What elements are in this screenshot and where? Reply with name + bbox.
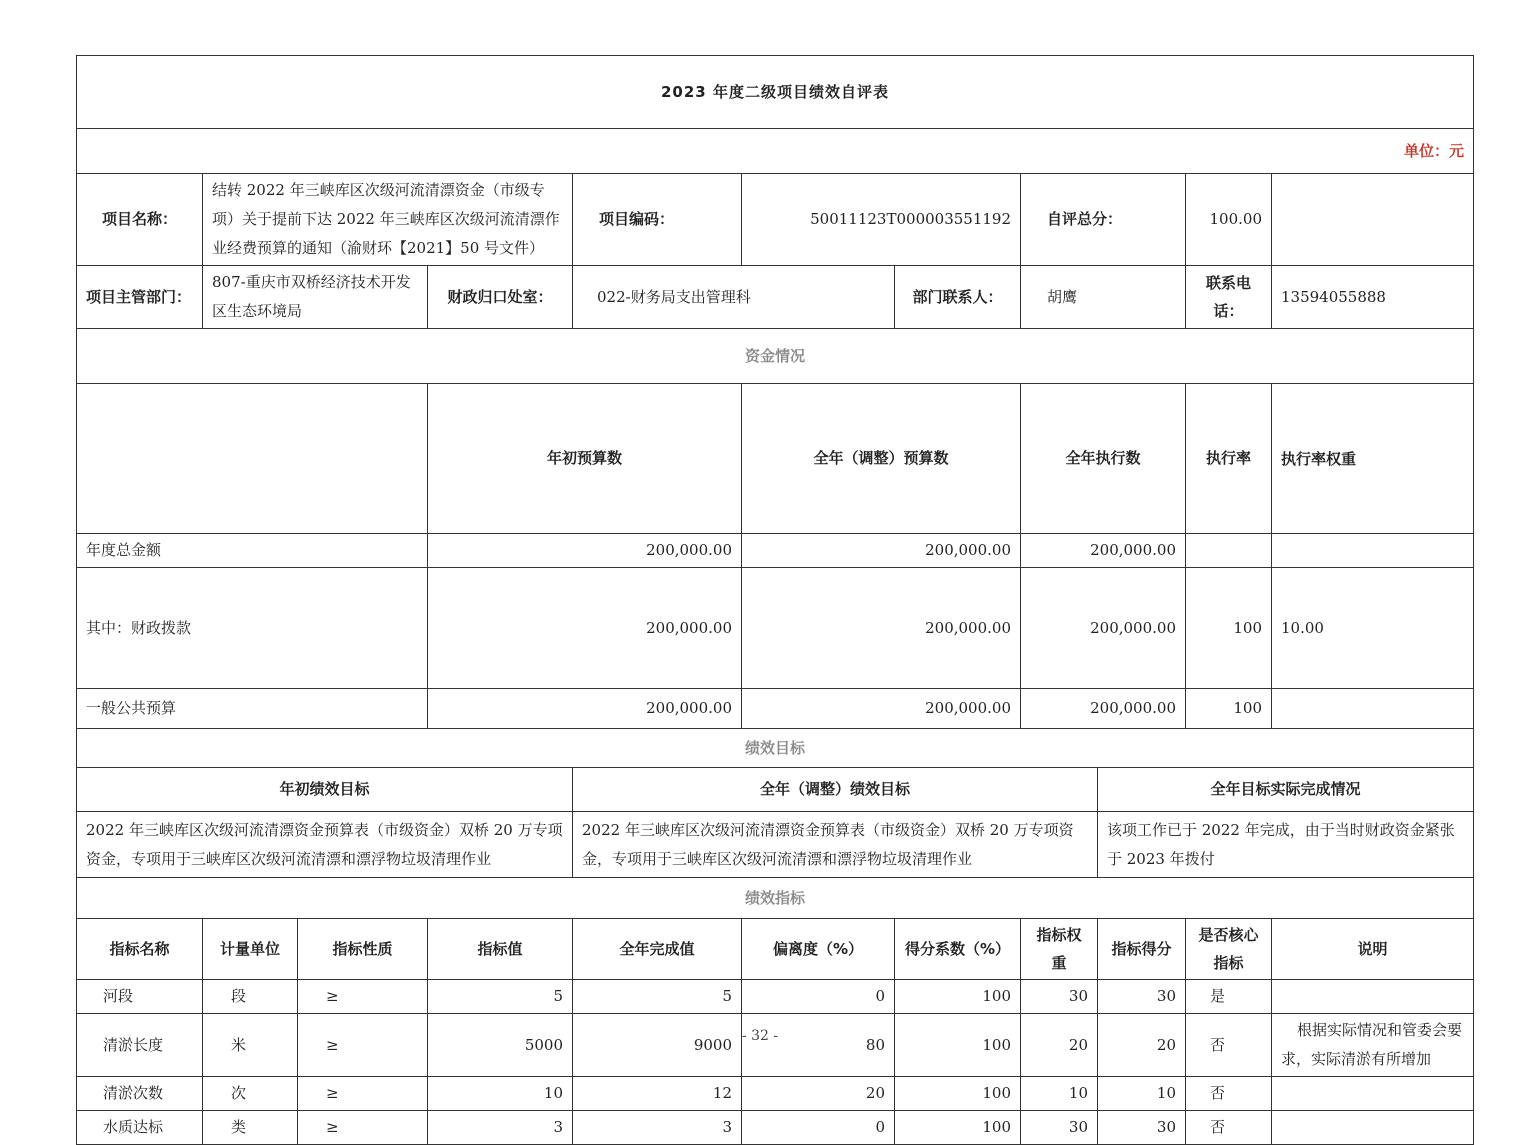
funds-cell: 其中：财政拨款 bbox=[77, 568, 428, 689]
initial-goal-text: 2022 年三峡库区次级河流清漂资金预算表（市级资金）双桥 20 万专项资金，专项用于三峡库区次级河流清漂和漂浮物垃圾清理作业 bbox=[77, 812, 573, 878]
indicator-cell: 30 bbox=[1021, 1111, 1098, 1145]
indicator-cell: 10 bbox=[428, 1077, 573, 1111]
indicator-header: 全年完成值 bbox=[573, 919, 742, 980]
indicator-header: 指标名称 bbox=[77, 919, 203, 980]
indicator-cell: 0 bbox=[742, 1111, 895, 1145]
indicator-cell: 9000 bbox=[573, 1014, 742, 1077]
funds-cell bbox=[1272, 534, 1474, 568]
adjusted-goal-text: 2022 年三峡库区次级河流清漂资金预算表（市级资金）双桥 20 万专项资金，专项用于三峡库区次级河流清漂和漂浮物垃圾清理作业 bbox=[573, 812, 1098, 878]
self-score-value: 100.00 bbox=[1186, 174, 1272, 266]
dept-value: 807-重庆市双桥经济技术开发区生态环境局 bbox=[203, 266, 428, 329]
project-code-value: 50011123T000003551192 bbox=[742, 174, 1021, 266]
unit-label: 单位：元 bbox=[77, 129, 1474, 174]
indicator-cell: 5000 bbox=[428, 1014, 573, 1077]
phone-label: 联系电话： bbox=[1186, 266, 1272, 329]
indicator-cell: 清淤次数 bbox=[77, 1077, 203, 1111]
finance-office-label: 财政归口处室： bbox=[428, 266, 573, 329]
goals-header: 年初绩效目标 bbox=[77, 768, 573, 812]
indicator-cell bbox=[1272, 1077, 1474, 1111]
indicator-row bbox=[77, 1111, 1474, 1145]
funds-cell: 200,000.00 bbox=[428, 534, 742, 568]
finance-office-value: 022-财务局支出管理科 bbox=[573, 266, 895, 329]
indicator-cell bbox=[1272, 1111, 1474, 1145]
evaluation-table bbox=[76, 55, 1474, 1145]
indicator-cell: 20 bbox=[1098, 1014, 1186, 1077]
indicator-cell: 100 bbox=[895, 980, 1021, 1014]
indicator-cell: 次 bbox=[203, 1077, 298, 1111]
indicator-cell: 类 bbox=[203, 1111, 298, 1145]
indicator-cell: ≥ bbox=[298, 1111, 428, 1145]
indicator-row bbox=[77, 1014, 1474, 1077]
indicator-cell: 3 bbox=[573, 1111, 742, 1145]
indicator-cell: 10 bbox=[1098, 1077, 1186, 1111]
funds-header: 执行率权重 bbox=[1272, 384, 1474, 534]
project-code-label: 项目编码： bbox=[573, 174, 742, 266]
indicator-header: 指标权重 bbox=[1021, 919, 1098, 980]
funds-cell: 200,000.00 bbox=[742, 568, 1021, 689]
indicator-note: 根据实际情况和管委会要求，实际清淤有所增加 bbox=[1272, 1014, 1474, 1077]
funds-cell: 200,000.00 bbox=[1021, 689, 1186, 729]
funds-cell: 10.00 bbox=[1272, 568, 1474, 689]
project-name-value: 结转 2022 年三峡库区次级河流清漂资金（市级专项）关于提前下达 2022 年三峡库区次级河流清漂作业经费预算的通知（渝财环【2021】50 号文件） bbox=[203, 174, 573, 266]
funds-cell: 100 bbox=[1186, 689, 1272, 729]
funds-header: 全年（调整）预算数 bbox=[742, 384, 1021, 534]
indicator-cell: 12 bbox=[573, 1077, 742, 1111]
funds-cell: 一般公共预算 bbox=[77, 689, 428, 729]
indicator-cell: 100 bbox=[895, 1111, 1021, 1145]
indicator-cell: 否 bbox=[1186, 1014, 1272, 1077]
funds-cell: 200,000.00 bbox=[1021, 568, 1186, 689]
indicator-row bbox=[77, 980, 1474, 1014]
funds-header: 全年执行数 bbox=[1021, 384, 1186, 534]
evaluation-form bbox=[76, 55, 1473, 1145]
indicator-cell bbox=[1272, 980, 1474, 1014]
indicator-cell: 5 bbox=[573, 980, 742, 1014]
indicator-cell: 河段 bbox=[77, 980, 203, 1014]
indicator-cell: ≥ bbox=[298, 1014, 428, 1077]
indicator-header: 指标性质 bbox=[298, 919, 428, 980]
funds-cell bbox=[1186, 534, 1272, 568]
indicator-header: 说明 bbox=[1272, 919, 1474, 980]
self-score-label: 自评总分： bbox=[1021, 174, 1186, 266]
indicator-cell: 0 bbox=[742, 980, 895, 1014]
funds-cell: 200,000.00 bbox=[742, 534, 1021, 568]
indicator-row bbox=[77, 1077, 1474, 1111]
funds-header: 执行率 bbox=[1186, 384, 1272, 534]
funds-cell: 100 bbox=[1186, 568, 1272, 689]
goals-header: 全年目标实际完成情况 bbox=[1098, 768, 1474, 812]
indicator-cell: 否 bbox=[1186, 1111, 1272, 1145]
indicator-header: 得分系数（%） bbox=[895, 919, 1021, 980]
contact-label: 部门联系人： bbox=[895, 266, 1021, 329]
indicator-cell: 10 bbox=[1021, 1077, 1098, 1111]
goals-section-title: 绩效目标 bbox=[77, 729, 1474, 768]
contact-value: 胡鹰 bbox=[1021, 266, 1186, 329]
funds-cell: 200,000.00 bbox=[1021, 534, 1186, 568]
funds-header bbox=[77, 384, 428, 534]
indicator-header: 偏离度（%） bbox=[742, 919, 895, 980]
funds-cell: 200,000.00 bbox=[428, 689, 742, 729]
indicator-cell: 段 bbox=[203, 980, 298, 1014]
project-name-label: 项目名称： bbox=[77, 174, 203, 266]
indicator-header: 指标得分 bbox=[1098, 919, 1186, 980]
indicator-cell: 20 bbox=[742, 1077, 895, 1111]
phone-value: 13594055888 bbox=[1272, 266, 1474, 329]
indicator-cell: 米 bbox=[203, 1014, 298, 1077]
funds-row bbox=[77, 568, 1474, 689]
funds-cell: 年度总金额 bbox=[77, 534, 428, 568]
empty-cell bbox=[1272, 174, 1474, 266]
actual-completion-text: 该项工作已于 2022 年完成，由于当时财政资金紧张于 2023 年拨付 bbox=[1098, 812, 1474, 878]
indicator-cell: 20 bbox=[1021, 1014, 1098, 1077]
funds-cell: 200,000.00 bbox=[742, 689, 1021, 729]
funds-cell bbox=[1272, 689, 1474, 729]
indicator-cell: 30 bbox=[1098, 980, 1186, 1014]
funds-section-title: 资金情况 bbox=[77, 329, 1474, 384]
indicator-cell: 否 bbox=[1186, 1077, 1272, 1111]
indicator-header: 指标值 bbox=[428, 919, 573, 980]
page-number: - 32 - bbox=[741, 1028, 779, 1044]
indicator-header: 计量单位 bbox=[203, 919, 298, 980]
indicator-cell: 100 bbox=[895, 1077, 1021, 1111]
indicator-cell: 3 bbox=[428, 1111, 573, 1145]
indicator-cell: 80 bbox=[742, 1014, 895, 1077]
indicator-cell: 30 bbox=[1021, 980, 1098, 1014]
indicator-cell: ≥ bbox=[298, 1077, 428, 1111]
indicator-cell: ≥ bbox=[298, 980, 428, 1014]
indicator-cell: 100 bbox=[895, 1014, 1021, 1077]
indicator-cell: 水质达标 bbox=[77, 1111, 203, 1145]
dept-label: 项目主管部门： bbox=[77, 266, 203, 329]
goals-header: 全年（调整）绩效目标 bbox=[573, 768, 1098, 812]
funds-row bbox=[77, 689, 1474, 729]
indicator-cell: 清淤长度 bbox=[77, 1014, 203, 1077]
form-title: 2023 年度二级项目绩效自评表 bbox=[77, 56, 1474, 129]
indicator-cell: 5 bbox=[428, 980, 573, 1014]
funds-row bbox=[77, 534, 1474, 568]
funds-cell: 200,000.00 bbox=[428, 568, 742, 689]
indicators-section-title: 绩效指标 bbox=[77, 878, 1474, 919]
indicator-header: 是否核心指标 bbox=[1186, 919, 1272, 980]
indicator-cell: 是 bbox=[1186, 980, 1272, 1014]
funds-header: 年初预算数 bbox=[428, 384, 742, 534]
indicator-cell: 30 bbox=[1098, 1111, 1186, 1145]
